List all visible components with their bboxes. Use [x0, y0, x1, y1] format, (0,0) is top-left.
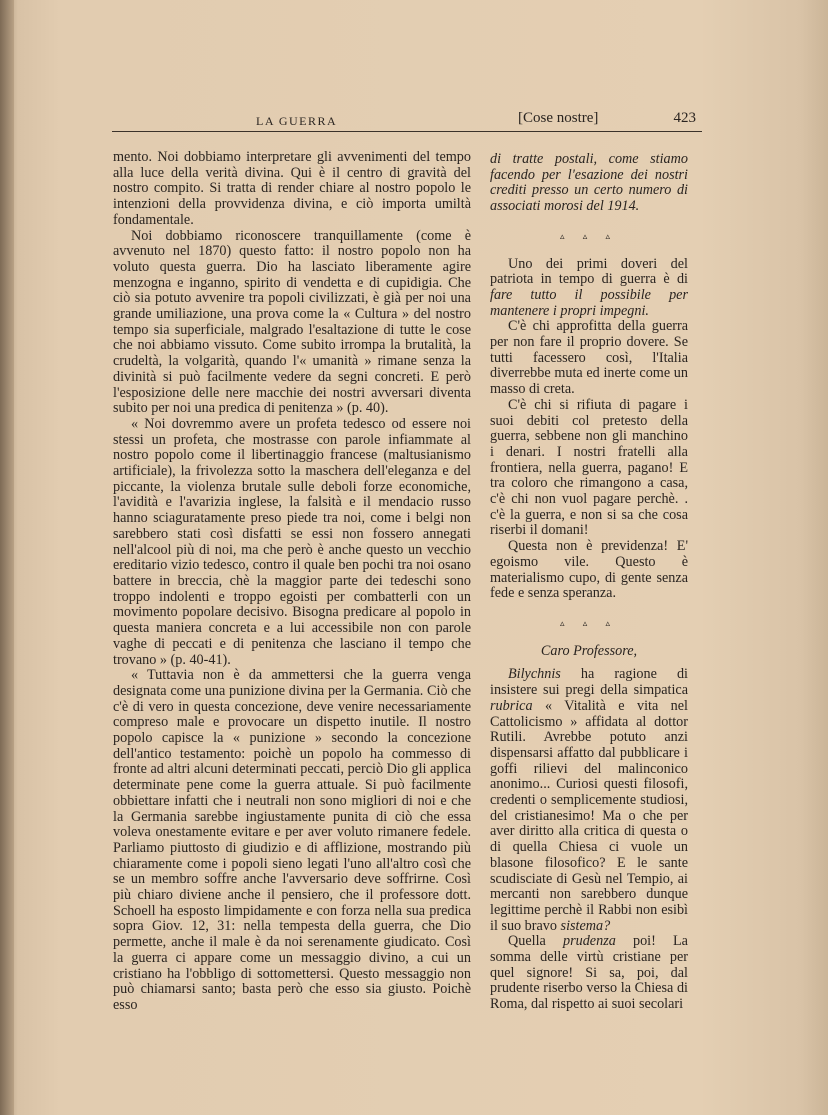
right-intro: di tratte postali, come stiamo facendo per l'esazione dei nostri crediti presso un certo numero di associati morosi del 1914. — [490, 151, 688, 215]
letter-paragraph-2 — [490, 934, 688, 1013]
left-paragraph-4: « Tuttavia non è da ammettersi che la guerra venga designata come una punizione divina per la Germania. Ciò che c'è di vero in questa concezione, deve venire necessariamente compreso male e provocare un dispetto inutile. Il nostro popolo capisce la « punizione » secondo la concezione dell'antico testamento: poichè un popolo ha commesso di fronte ad altri alcuni determinati peccati, perciò Dio gli applica determinate pene come la guerra attuale. Si può facilmente obbiettare infatti che i neutrali non sono migliori di noi e che la Germania sarebbe ingiustamente punita di ciò che essa voleva onestamente evitare e per aver voluto rimanere fedele. Parliamo piuttosto di giudizio e di afflizione, mostrando più chiaramente come i popoli sieno legati l'uno all'altro così che se un membro soffre anche l'avversario deve soffrirne. Così più chiaro diviene anche il pensiero, che il professore dott. Schoell ha esposto limpidamente e con forza nella sua predica sopra Giov. 12, 31: nella tempesta della guerra, che Dio permette, anche il male è da noi serenamente giudicato. Così la guerra ci appare come un messaggio divino, a cui un cristiano ha l'obbligo di sottomettersi. Questo messaggio non può chiamarsi santo; basta però che esso sia giusto. Poichè esso — [113, 667, 471, 1013]
emphasis-text: prudenza — [563, 933, 616, 950]
right-paragraph-2: C'è chi approfitta della guerra per non fare il proprio dovere. Se tutti facessero così, l'Italia diverrebbe muta ed inerte come un masso di creta. — [490, 318, 688, 398]
left-paragraph-3: « Noi dovremmo avere un profeta tedesco od essere noi stessi un profeta, che mostrasse con parole infiammate al nostro popolo come il libertinaggio francese (maltusianismo artificiale), la frivolezza sotto la maschera dell'eleganza e del piccante, la violenza brutale sulle deboli forze economiche, l'avidità e l'avarizia inglese, la falsità e il mendacio russo hanno sciaguratamente preso piede tra noi, come i belgi non sarebbero stati così disfatti se essi non fossero annegati nell'alcool più di noi, ma che però è anche questo un vecchio ereditario vizio tedesco, contro il quale ben pochi tra noi osano battere in breccia, chè la maggior parte dei tedeschi sono troppo indolenti e troppo egoisti per combatterli con un movimento popolare decisivo. Bisogna predicare al popolo in questa maniera concreta e a lui accessibile non con parole vaghe di peccati e di penitenza che lasciano il tempo che trovano » (p. 40-41). — [113, 415, 471, 668]
page-number: 423 — [673, 110, 696, 126]
running-title: LA GUERRA — [256, 114, 338, 128]
left-paragraph-2: Noi dobbiamo riconoscere tranquillamente (come è avvenuto nel 1870) questo fatto: il nostro popolo non ha voluto questa guerra. Dio ha lasciato liberamente agire menzogna e inganno, spirito di vendetta e di cupidigia. Che ciò sia potuto avvenire tra popoli civilizzati, è già per noi una grande umiliazione, una prova come la « Cultura » del nostro tempo sia superficiale, malgrado l'esaltazione di tutte le cose che noi abbiamo vissuto. Come subito irrompa la brutalità, la crudeltà, la volgarità, quando l'« umanità » rimane senza la divinità si può facilmente vedere da segni concreti. E però l'esposizione delle nere macchie dei nostri avversari diventa subito per noi una predica di penitenza » (p. 40). — [113, 227, 471, 417]
right-paragraph-3: C'è chi si rifiuta di pagare i suoi debiti col pretesto della guerra, sebbene non gli manchino i denari. I nostri fratelli alla frontiera, nella guerra, pagano! E tra coloro che rimangono a casa, c'è chi non vuol pagare perchè. . c'è la guerra, e non si sa che cosa riserbi il domani! — [490, 396, 688, 539]
emphasis-text: rubrica — [490, 697, 533, 714]
section-separator: ▵ ▵ ▵ — [559, 617, 619, 628]
header-rule — [112, 131, 702, 132]
journal-name: Bilychnis — [508, 666, 561, 683]
text-span: Uno dei primi doveri del patriota in tempo di guerra è di — [490, 255, 688, 288]
letter-paragraph-1 — [490, 667, 688, 934]
emphasis-text: fare tutto il possibile per mantenere i propri impegni. — [490, 286, 688, 319]
right-paragraph-4: Questa non è previdenza! E' egoismo vile. Questo è materialismo cupo, di gente senza fede e senza speranza. — [490, 538, 688, 602]
text-span: « Vitalità e vita nel Cattolicismo » affidata al dottor Rutili. Avrebbe potuto anzi dispensarsi affatto dal pubblicare i goffi rilievi del malinconico anonimo... Curiosi questi filosofi, credenti o semplicemente studiosi, del cristianesimo! Ma o che per aver diritto alla critica di questa o di quella Chiesa ci vuole un blasone filosofico? E le sante scudisciate di Gesù nel Tempio, ai mercanti non sarebbero dunque legittime perchè il Rabbi non esibì il suo bravo — [490, 697, 688, 934]
text-span: ha ragione di insistere sui pregi della simpatica — [490, 666, 688, 699]
text-span: Quella — [508, 933, 563, 950]
text-span: poi! La somma delle virtù cristiane per quel signore! Si sa, poi, dal prudente riserbo verso la Chiesa di Roma, dal rispetto ai suoi secolari — [490, 933, 688, 1013]
emphasis-text: sistema? — [560, 917, 611, 934]
right-paragraph-1 — [490, 257, 688, 320]
right-column — [490, 152, 688, 1013]
section-separator: ▵ ▵ ▵ — [559, 230, 619, 241]
left-paragraph-1: mento. Noi dobbiamo interpretare gli avvenimenti del tempo alla luce della verità divina. Qui è il centro di gravità del nostro compito. Si tratta di render chiare al nostro popolo le intenzioni della provvidenza divina, e ciò importa umiltà fondamentale. — [113, 149, 471, 228]
section-title: [Cose nostre] — [518, 110, 599, 126]
letter-greeting: Caro Professore, — [540, 642, 638, 659]
left-column — [113, 150, 471, 1014]
